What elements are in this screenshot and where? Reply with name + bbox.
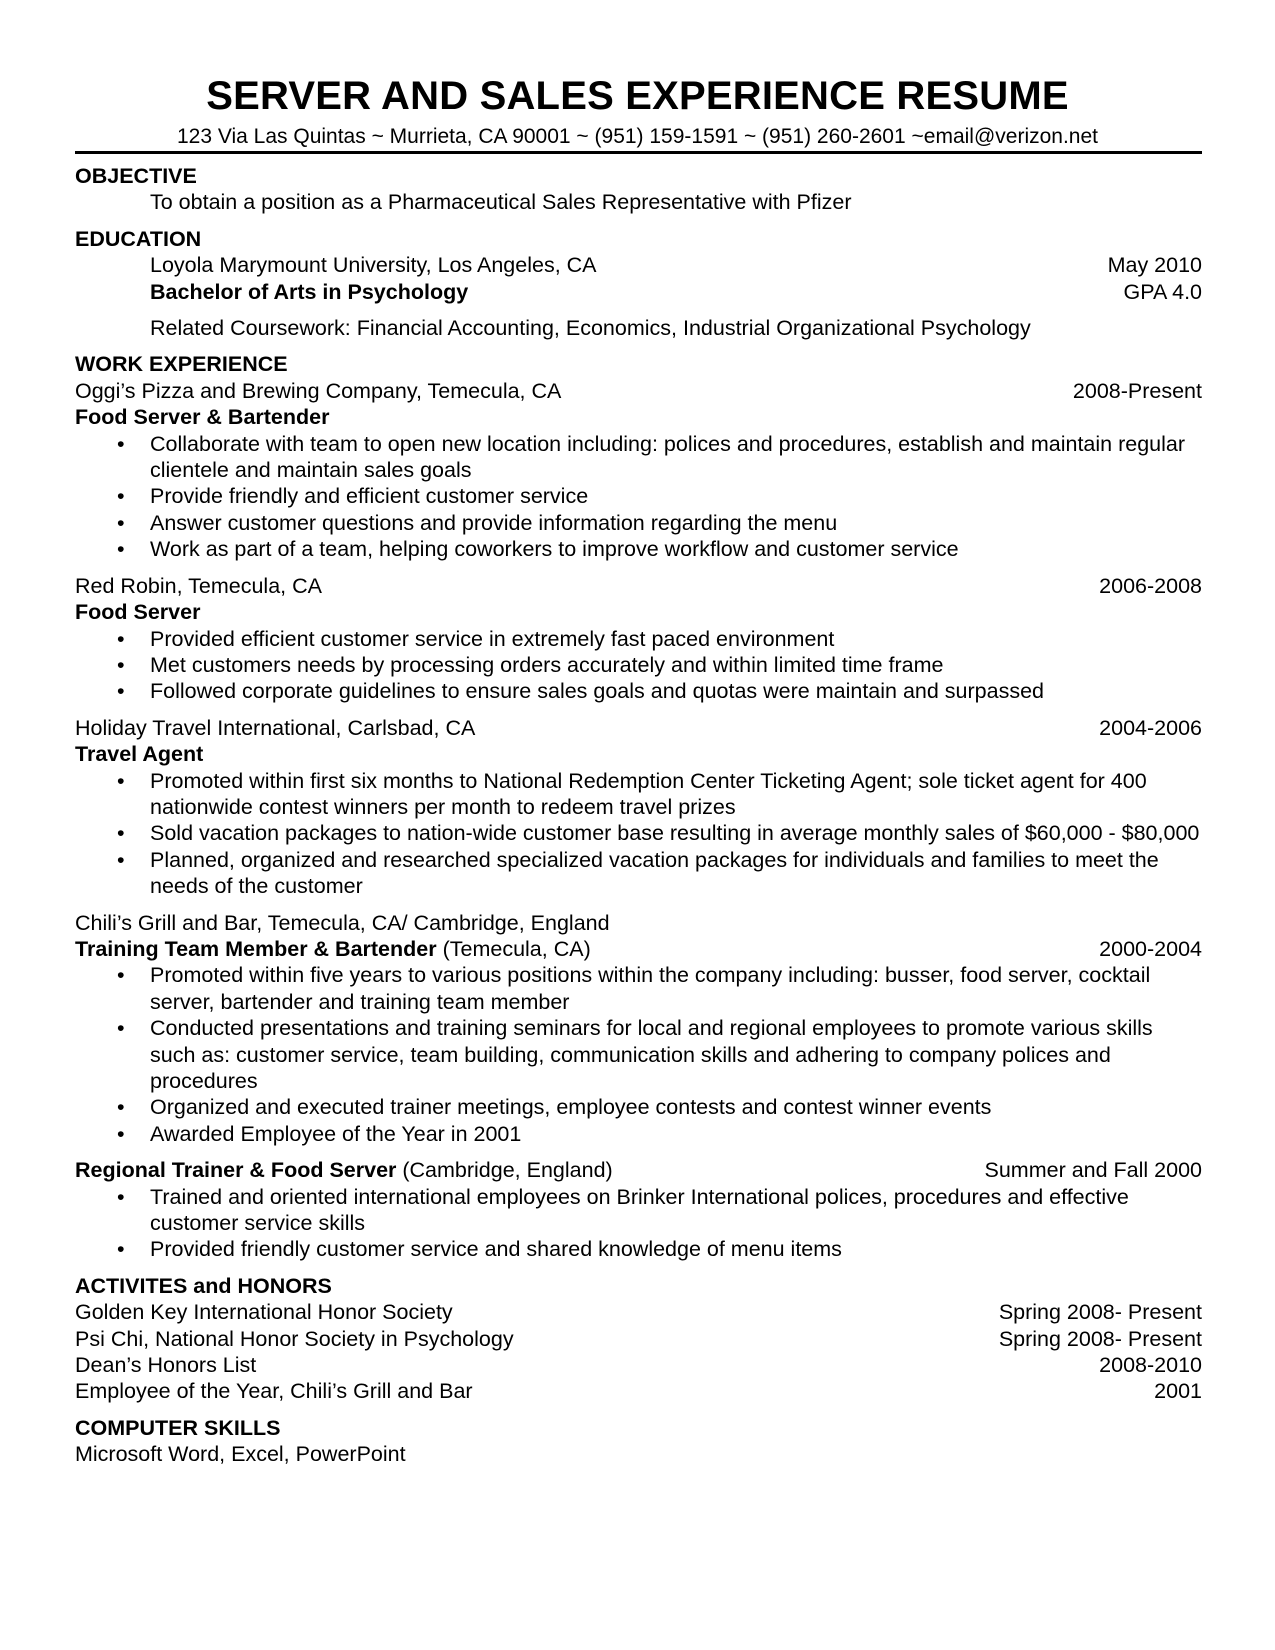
job-entry — [75, 378, 1202, 563]
job-entry — [75, 910, 1202, 1148]
list-item: • Trained and oriented international employees on Brinker International polices, procedures and effective customer service skills — [150, 1184, 1202, 1237]
job-dates: 2008-Present — [1072, 378, 1202, 403]
job-dates: 2000-2004 — [1099, 936, 1202, 961]
honor-row — [75, 1299, 1202, 1325]
header-divider — [75, 151, 1202, 154]
job-employer: Chili’s Grill and Bar, Temecula, CA/ Cambridge, England — [75, 910, 610, 935]
list-item: • Followed corporate guidelines to ensure sales goals and quotas were maintain and surpassed — [150, 678, 1202, 704]
honor-date: Spring 2008- Present — [998, 1326, 1202, 1351]
job-title: Training Team Member & Bartender — [75, 936, 437, 961]
job-entry — [75, 1157, 1202, 1263]
list-item: • Answer customer questions and provide information regarding the menu — [150, 510, 1202, 536]
list-item: • Promoted within first six months to National Redemption Center Ticketing Agent; sole ticket agent for 400 nationwide contest winners per month to redeem travel prizes — [150, 768, 1202, 821]
honors-section — [75, 1273, 1202, 1405]
education-coursework: Related Coursework: Financial Accounting, Economics, Industrial Organizational Psychology — [150, 316, 1031, 341]
job-location: (Cambridge, England) — [396, 1158, 613, 1183]
list-item: • Awarded Employee of the Year in 2001 — [150, 1121, 1202, 1147]
skills-section — [75, 1415, 1202, 1468]
list-item: • Organized and executed trainer meetings, employee contests and contest winner events — [150, 1094, 1202, 1120]
job-dates: 2004-2006 — [1099, 715, 1202, 740]
objective-text: To obtain a position as a Pharmaceutical Sales Representative with Pfizer — [150, 190, 852, 215]
list-item: • Promoted within five years to various positions within the company including: busser, food server, cocktail server, bartender and training team member — [150, 962, 1202, 1015]
list-item: • Provide friendly and efficient customer service — [150, 483, 1202, 509]
education-gpa: GPA 4.0 — [1123, 279, 1202, 304]
skills-text: Microsoft Word, Excel, PowerPoint — [75, 1442, 406, 1467]
honor-row — [75, 1378, 1202, 1404]
job-bullets — [75, 626, 1202, 705]
education-degree: Bachelor of Arts in Psychology — [150, 279, 469, 304]
job-title: Travel Agent — [75, 742, 204, 767]
list-item: • Collaborate with team to open new location including: polices and procedures, establish and maintain regular clientele and maintain sales goals — [150, 431, 1202, 484]
honor-name: Golden Key International Honor Society — [75, 1300, 453, 1325]
job-dates: Summer and Fall 2000 — [984, 1158, 1202, 1183]
job-bullets — [75, 1184, 1202, 1263]
page-title: SERVER AND SALES EXPERIENCE RESUME — [206, 74, 1069, 118]
job-entry — [75, 715, 1202, 900]
job-entry — [75, 573, 1202, 705]
honor-date: Spring 2008- Present — [998, 1300, 1202, 1325]
list-item: • Met customers needs by processing orders accurately and within limited time frame — [150, 652, 1202, 678]
work-section — [75, 351, 1202, 1262]
honor-row — [75, 1326, 1202, 1352]
section-heading-skills: COMPUTER SKILLS — [75, 1415, 281, 1440]
education-section — [75, 226, 1202, 342]
list-item: • Work as part of a team, helping coworkers to improve workflow and customer service — [150, 536, 1202, 562]
honor-row — [75, 1352, 1202, 1378]
list-item: • Planned, organized and researched specialized vacation packages for individuals and families to meet the needs of the customer — [150, 847, 1202, 900]
job-title: Regional Trainer & Food Server — [75, 1158, 397, 1183]
honor-name: Employee of the Year, Chili’s Grill and Bar — [75, 1379, 473, 1404]
job-location: (Temecula, CA) — [436, 936, 591, 961]
job-employer: Oggi’s Pizza and Brewing Company, Temecula, CA — [75, 378, 562, 403]
honor-date: 2001 — [1154, 1379, 1202, 1404]
section-heading-honors: ACTIVITES and HONORS — [75, 1273, 332, 1298]
honor-date: 2008-2010 — [1099, 1353, 1202, 1378]
job-employer: Holiday Travel International, Carlsbad, CA — [75, 715, 476, 740]
job-bullets — [75, 768, 1202, 900]
job-title: Food Server — [75, 600, 201, 625]
honor-name: Psi Chi, National Honor Society in Psychology — [75, 1326, 514, 1351]
section-heading-work: WORK EXPERIENCE — [75, 352, 288, 377]
section-heading-education: EDUCATION — [75, 226, 202, 251]
list-item: • Sold vacation packages to nation-wide customer base resulting in average monthly sales of $60,000 - $80,000 — [150, 820, 1202, 846]
education-school: Loyola Marymount University, Los Angeles, CA — [150, 253, 597, 278]
education-date: May 2010 — [1107, 253, 1202, 278]
job-dates: 2006-2008 — [1099, 573, 1202, 598]
section-heading-objective: OBJECTIVE — [75, 164, 197, 188]
job-title: Food Server & Bartender — [75, 405, 330, 430]
job-bullets — [75, 962, 1202, 1147]
list-item: • Provided efficient customer service in extremely fast paced environment — [150, 626, 1202, 652]
resume-body — [75, 163, 1202, 1468]
list-item: • Provided friendly customer service and shared knowledge of menu items — [150, 1236, 1202, 1262]
list-item: • Conducted presentations and training seminars for local and regional employees to promote various skills such as: customer service, team building, communication skills and adhering to company polices and procedures — [150, 1015, 1202, 1094]
honor-name: Dean’s Honors List — [75, 1353, 257, 1378]
objective-section — [75, 163, 1202, 216]
job-employer: Red Robin, Temecula, CA — [75, 573, 322, 598]
job-bullets — [75, 431, 1202, 563]
contact-line: 123 Via Las Quintas ~ Murrieta, CA 90001 ~ (951) 159-1591 ~ (951) 260-2601 ~email@verizon.net — [176, 125, 1098, 148]
